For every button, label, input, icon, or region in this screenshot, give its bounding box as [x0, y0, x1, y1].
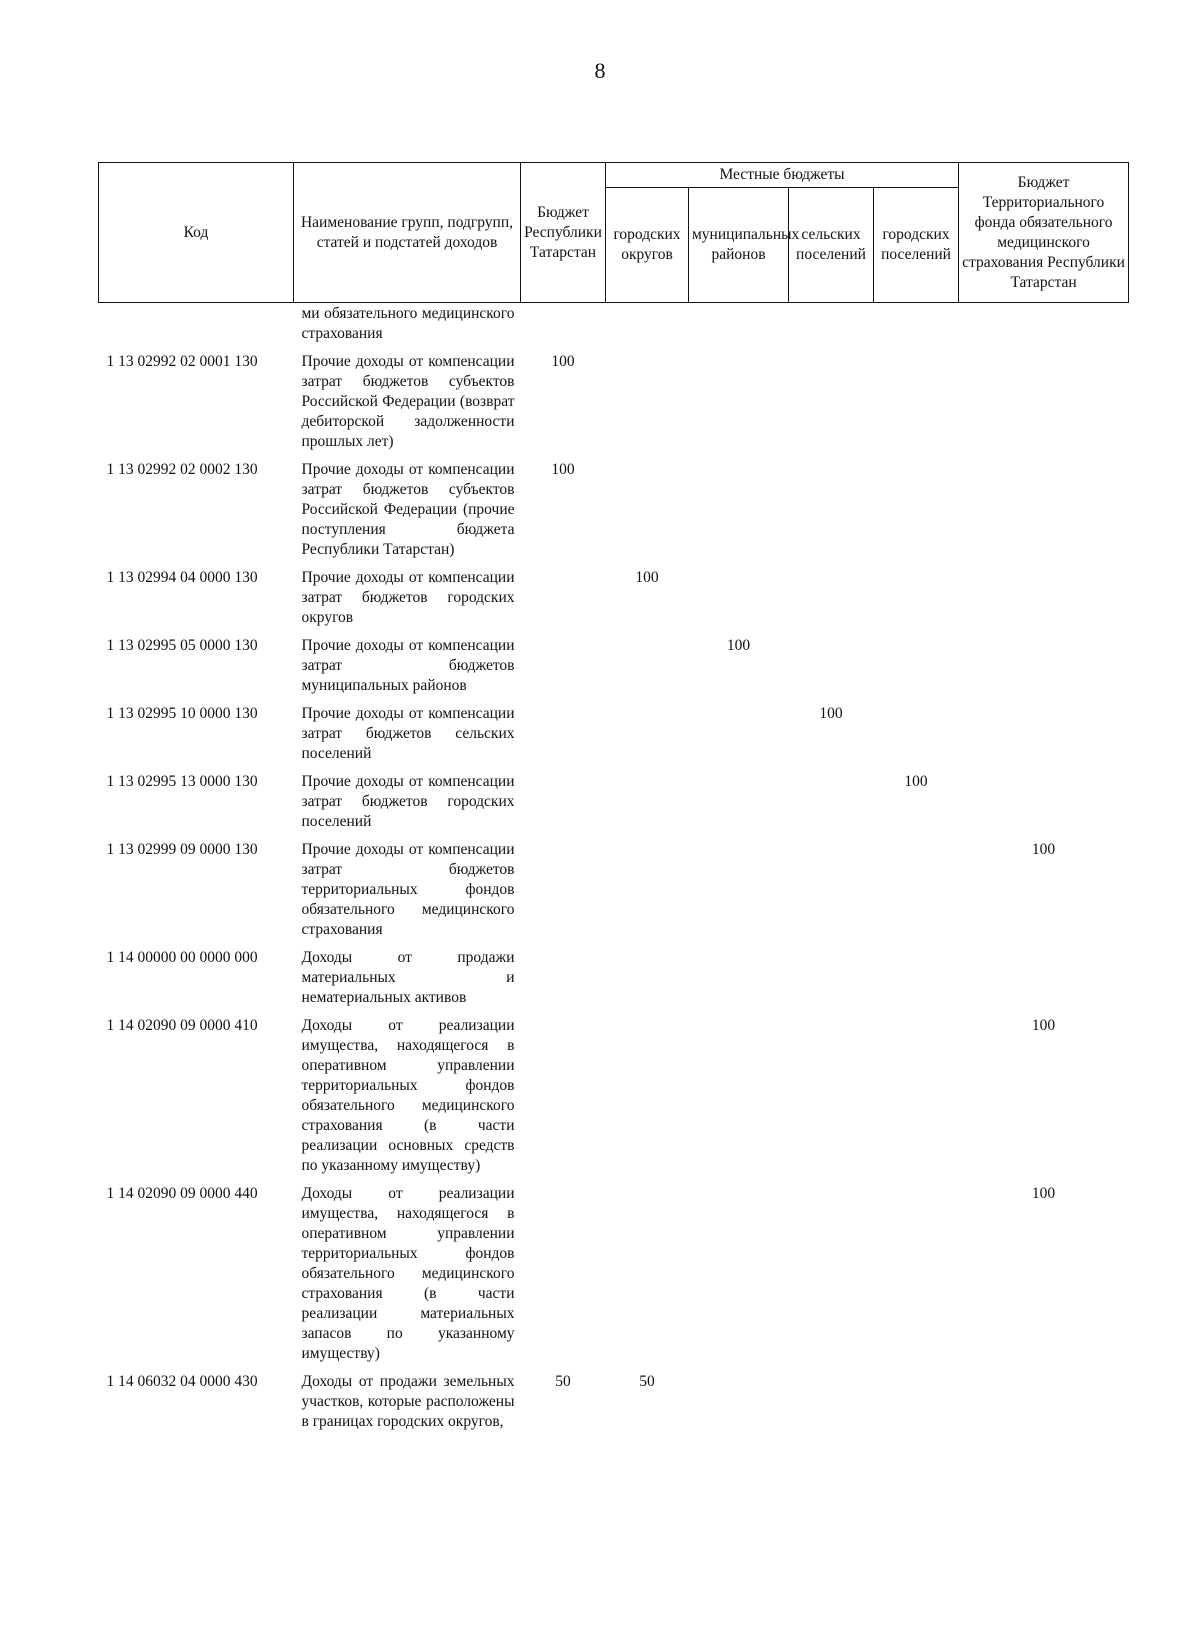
row-code: 1 13 02992 02 0001 130	[106, 353, 258, 370]
row-code: 1 13 02994 04 0000 130	[106, 569, 258, 586]
row-go	[606, 459, 689, 567]
table-row	[99, 703, 1129, 771]
row-name: Доходы от продажи материальных и нематериальных активов	[301, 949, 515, 1006]
row-mr	[689, 459, 789, 567]
row-tf	[959, 635, 1129, 703]
row-tf	[959, 1371, 1129, 1439]
row-code: 1 14 02090 09 0000 440	[106, 1185, 258, 1202]
table-row	[99, 947, 1129, 1015]
row-rt	[521, 1015, 606, 1183]
header-local-budgets: Местные бюджеты	[606, 163, 959, 188]
row-tf: 100	[1031, 1017, 1056, 1034]
header-selskih-poseleniy: сельских поселений	[789, 188, 874, 303]
row-go	[606, 1015, 689, 1183]
header-tfoms-budget: Бюджет Территориального фонда обязательного медицинского страхования Республики Татарстан	[959, 163, 1129, 303]
row-name: Доходы от реализации имущества, находящегося в оперативном управлении территориальных фондов обязательного медицинского страхования (в части реализации основных средств по указанному имуществу)	[301, 1017, 515, 1174]
table-row	[99, 1371, 1129, 1439]
row-name: Прочие доходы от компенсации затрат бюджетов муниципальных районов	[301, 637, 515, 694]
row-code: 1 13 02995 13 0000 130	[106, 773, 258, 790]
row-sp	[789, 1183, 874, 1371]
table-row	[99, 635, 1129, 703]
row-gp	[874, 947, 959, 1015]
row-code: 1 13 02995 05 0000 130	[106, 637, 258, 654]
page-number: 8	[594, 58, 606, 83]
row-sp	[789, 947, 874, 1015]
row-name: Доходы от реализации имущества, находящегося в оперативном управлении территориальных фондов обязательного медицинского страхования (в части реализации материальных запасов по указанному имуществу)	[301, 1185, 515, 1362]
row-go	[606, 703, 689, 771]
header-gorod-okrugov: городских округов	[606, 188, 689, 303]
row-sp	[789, 771, 874, 839]
row-go	[606, 771, 689, 839]
row-rt: 50	[555, 1373, 571, 1390]
table-row	[99, 459, 1129, 567]
row-name: Прочие доходы от компенсации затрат бюджетов территориальных фондов обязательного медицинского страхования	[301, 841, 515, 938]
table-row	[99, 1015, 1129, 1183]
row-name: Прочие доходы от компенсации затрат бюджетов субъектов Российской Федерации (прочие поступления бюджета Республики Татарстан)	[301, 461, 515, 558]
table-row	[99, 351, 1129, 459]
row-mr	[689, 771, 789, 839]
row-go	[606, 351, 689, 459]
row-tf	[959, 947, 1129, 1015]
row-rt: 100	[551, 353, 575, 370]
header-code: Код	[99, 163, 294, 303]
header-name: Наименование групп, подгрупп, статей и подстатей доходов	[294, 163, 521, 303]
row-mr	[689, 1015, 789, 1183]
row-go	[606, 947, 689, 1015]
row-tf: 100	[1031, 1185, 1056, 1202]
row-gp	[874, 351, 959, 459]
row-rt	[521, 1183, 606, 1371]
row-rt: 100	[551, 461, 575, 478]
row-go	[606, 635, 689, 703]
row-gp	[874, 1015, 959, 1183]
row-code: 1 13 02995 10 0000 130	[106, 705, 258, 722]
row-sp: 100	[819, 705, 843, 722]
row-rt	[521, 703, 606, 771]
row-tf	[959, 303, 1129, 352]
row-gp	[874, 459, 959, 567]
row-gp	[874, 839, 959, 947]
row-code	[99, 303, 294, 352]
table-row	[99, 303, 1129, 352]
row-mr	[689, 351, 789, 459]
row-go	[606, 839, 689, 947]
row-mr	[689, 567, 789, 635]
row-name: Прочие доходы от компенсации затрат бюджетов городских округов	[301, 569, 515, 626]
row-gp: 100	[904, 773, 928, 790]
row-rt	[521, 567, 606, 635]
row-go	[606, 1183, 689, 1371]
row-name: Доходы от продажи земельных участков, которые расположены в границах городских округов,	[301, 1373, 515, 1430]
row-sp	[789, 303, 874, 352]
header-munic-rayonov: муниципальных районов	[689, 188, 789, 303]
row-code: 1 14 06032 04 0000 430	[106, 1373, 258, 1390]
row-name: Прочие доходы от компенсации затрат бюджетов субъектов Российской Федерации (возврат дебиторской задолженности прошлых лет)	[301, 353, 515, 450]
row-mr: 100	[726, 637, 751, 654]
row-rt	[521, 635, 606, 703]
row-rt	[521, 303, 606, 352]
row-sp	[789, 459, 874, 567]
row-code: 1 14 02090 09 0000 410	[106, 1017, 258, 1034]
row-mr	[689, 1371, 789, 1439]
row-code: 1 13 02999 09 0000 130	[106, 841, 258, 858]
row-mr	[689, 703, 789, 771]
row-tf	[959, 771, 1129, 839]
row-tf: 100	[1031, 841, 1056, 858]
row-rt	[521, 771, 606, 839]
table-row	[99, 771, 1129, 839]
row-gp	[874, 1183, 959, 1371]
table-row	[99, 567, 1129, 635]
row-name: Прочие доходы от компенсации затрат бюджетов сельских поселений	[301, 705, 515, 762]
row-go: 100	[635, 569, 659, 586]
row-sp	[789, 635, 874, 703]
row-sp	[789, 1015, 874, 1183]
row-mr	[689, 947, 789, 1015]
row-mr	[689, 303, 789, 352]
row-mr	[689, 1183, 789, 1371]
row-code: 1 13 02992 02 0002 130	[106, 461, 258, 478]
table-row	[99, 839, 1129, 947]
table-row	[99, 1183, 1129, 1371]
row-sp	[789, 839, 874, 947]
row-tf	[959, 459, 1129, 567]
row-mr	[689, 839, 789, 947]
row-gp	[874, 703, 959, 771]
row-gp	[874, 567, 959, 635]
row-tf	[959, 351, 1129, 459]
row-rt	[521, 839, 606, 947]
row-sp	[789, 1371, 874, 1439]
row-gp	[874, 635, 959, 703]
row-gp	[874, 1371, 959, 1439]
row-go	[606, 303, 689, 352]
row-go: 50	[639, 1373, 655, 1390]
row-rt	[521, 947, 606, 1015]
row-sp	[789, 567, 874, 635]
row-sp	[789, 351, 874, 459]
row-gp	[874, 303, 959, 352]
row-tf	[959, 703, 1129, 771]
header-gorodskih-poseleniy: городских поселений	[874, 188, 959, 303]
row-code: 1 14 00000 00 0000 000	[106, 949, 258, 966]
revenue-distribution-table	[98, 162, 1129, 1439]
header-rt-budget: Бюджет Республики Татарстан	[521, 163, 606, 303]
row-name: ми обязательного медицинского страхования	[301, 305, 515, 342]
row-name: Прочие доходы от компенсации затрат бюджетов городских поселений	[301, 773, 515, 830]
row-tf	[959, 567, 1129, 635]
